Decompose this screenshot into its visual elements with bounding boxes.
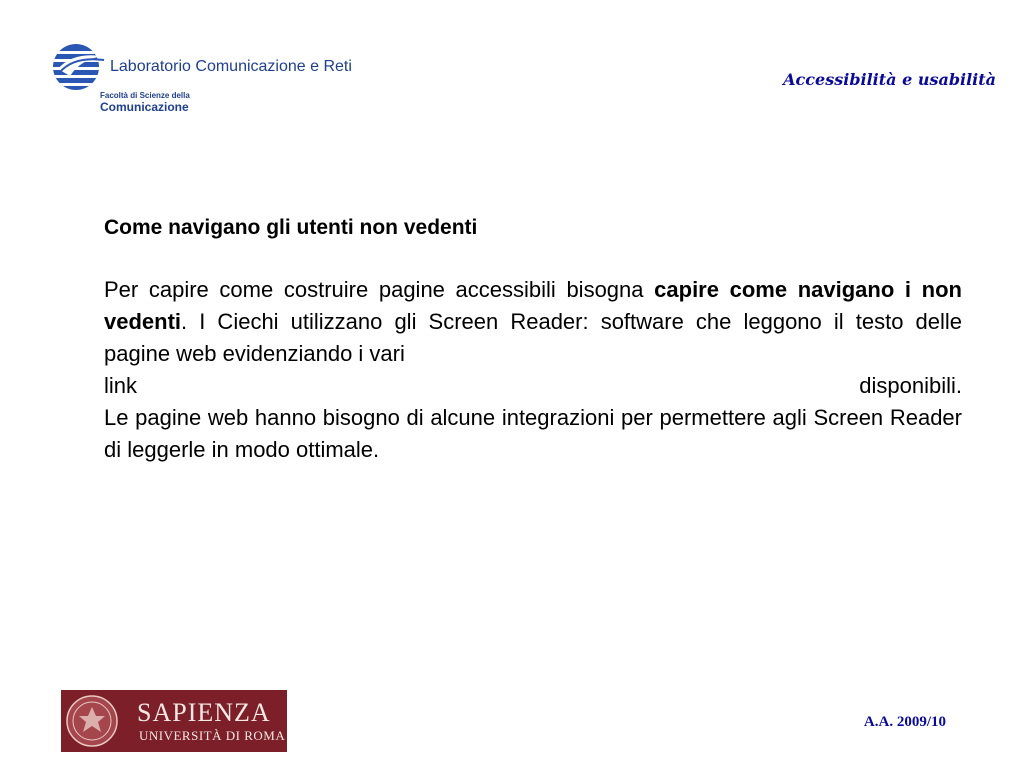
lab-logo [50,42,440,117]
faculty-name: Comunicazione [100,100,189,114]
paragraph-1 [104,274,962,370]
slide-content [104,212,962,466]
academic-year: A.A. 2009/10 [863,714,946,730]
paragraph-1-bold: capire come navigano i non vedenti [104,277,962,334]
paragraph-1-text-b: . I Ciechi utilizzano gli Screen Reader: software che leggono il testo delle pagine web evidenziando i vari [104,309,962,366]
university-name: SAPIENZA [137,698,271,727]
slide-heading: Come navigano gli utenti non vedenti [104,216,478,239]
sapienza-logo [61,690,287,752]
paragraph-1-link-word: link [104,373,138,398]
paragraph-1-text-a: Per capire come costruire pagine accessibili bisogna [104,277,655,302]
university-subtitle: UNIVERSITÀ DI ROMA [139,728,286,743]
paragraph-2: Le pagine web hanno bisogno di alcune integrazioni per permettere agli Screen Reader di leggerle in modo ottimale. [104,405,962,462]
faculty-label: Facoltà di Scienze della [100,91,190,100]
globe-logo-icon [50,42,106,92]
lab-name: Laboratorio Comunicazione e Reti [110,58,352,75]
university-seal-icon [65,694,119,748]
paragraph-1-final-word: disponibili. [859,373,962,398]
paragraph-1-last-line [104,370,962,402]
course-title: Accessibilità e usabilità [783,70,996,89]
